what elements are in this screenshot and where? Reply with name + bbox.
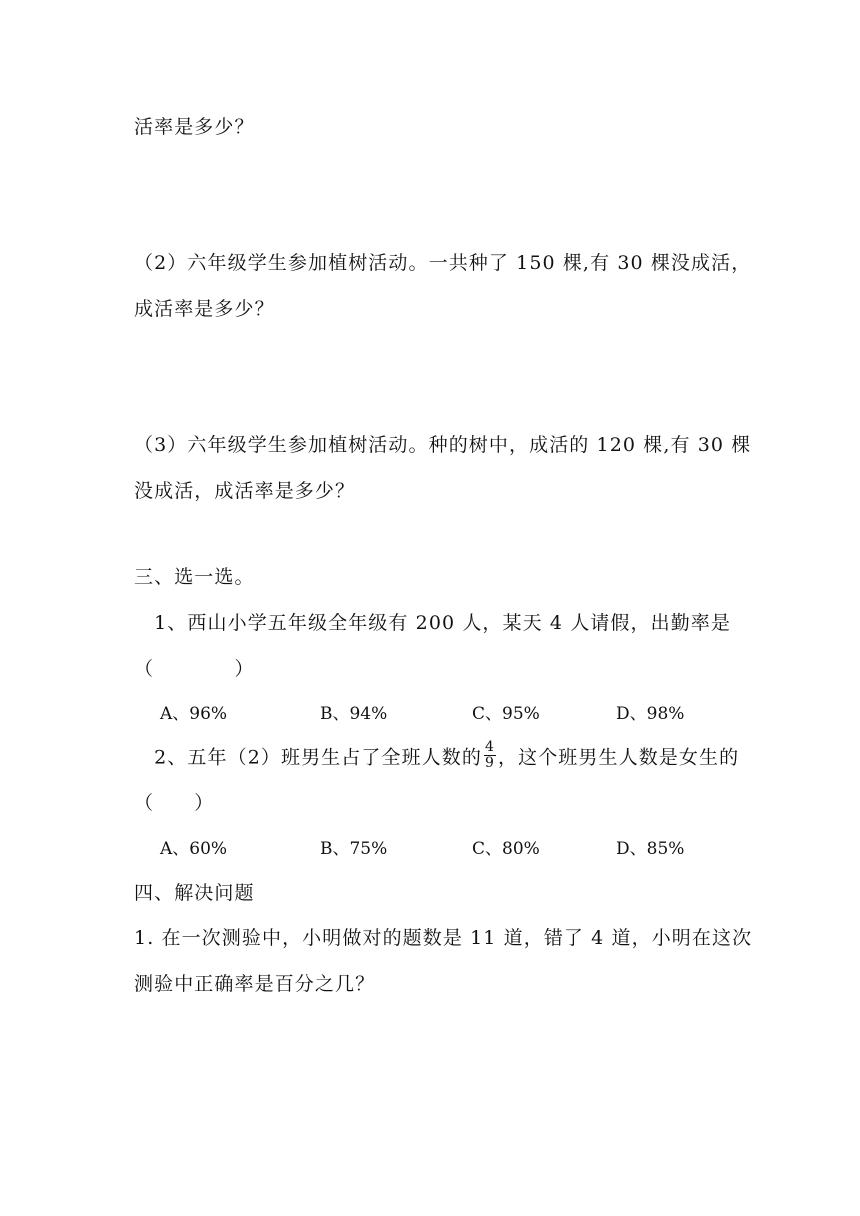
option-c: C、80% bbox=[472, 839, 540, 859]
choice-q1-blank: （ ） bbox=[134, 658, 255, 680]
fraction bbox=[484, 740, 496, 771]
choice-q1-options bbox=[134, 701, 734, 727]
option-a: A、96% bbox=[160, 704, 228, 724]
problem-2-line-1: （2）六年级学生参加植树活动。一共种了 150 棵,有 30 棵没成活， bbox=[134, 252, 752, 274]
problem-2-line-2: 成活率是多少？ bbox=[134, 298, 275, 320]
section-4-heading: 四、解决问题 bbox=[134, 882, 255, 904]
text-line-1: 活率是多少？ bbox=[134, 116, 255, 138]
option-d: D、98% bbox=[616, 704, 685, 724]
fraction-numerator: 4 bbox=[484, 739, 495, 755]
option-a: A、60% bbox=[160, 839, 228, 859]
choice-q2-text-b: ，这个班男生人数是女生的 bbox=[498, 746, 740, 769]
choice-q2-line-1 bbox=[134, 739, 740, 774]
problem-3-line-2: 没成活，成活率是多少？ bbox=[134, 480, 356, 502]
choice-q2-blank: （ ） bbox=[134, 792, 215, 814]
section-3-heading: 三、选一选。 bbox=[134, 566, 255, 588]
solve-q1-line-1: 1. 在一次测验中，小明做对的题数是 11 道，错了 4 道，小明在这次 bbox=[134, 927, 753, 949]
option-d: D、85% bbox=[616, 839, 685, 859]
option-b: B、75% bbox=[320, 839, 388, 859]
fraction-denominator: 9 bbox=[484, 755, 495, 771]
solve-q1-line-2: 测验中正确率是百分之几？ bbox=[134, 973, 376, 995]
choice-q2-options bbox=[134, 836, 734, 862]
option-c: C、95% bbox=[472, 704, 540, 724]
option-b: B、94% bbox=[320, 704, 388, 724]
choice-q2-text-a: 2、五年（2）班男生占了全班人数的 bbox=[134, 746, 482, 769]
choice-q1-line-1: 1、西山小学五年级全年级有 200 人，某天 4 人请假，出勤率是 bbox=[134, 612, 732, 634]
problem-3-line-1: （3）六年级学生参加植树活动。种的树中，成活的 120 棵,有 30 棵 bbox=[134, 434, 752, 456]
